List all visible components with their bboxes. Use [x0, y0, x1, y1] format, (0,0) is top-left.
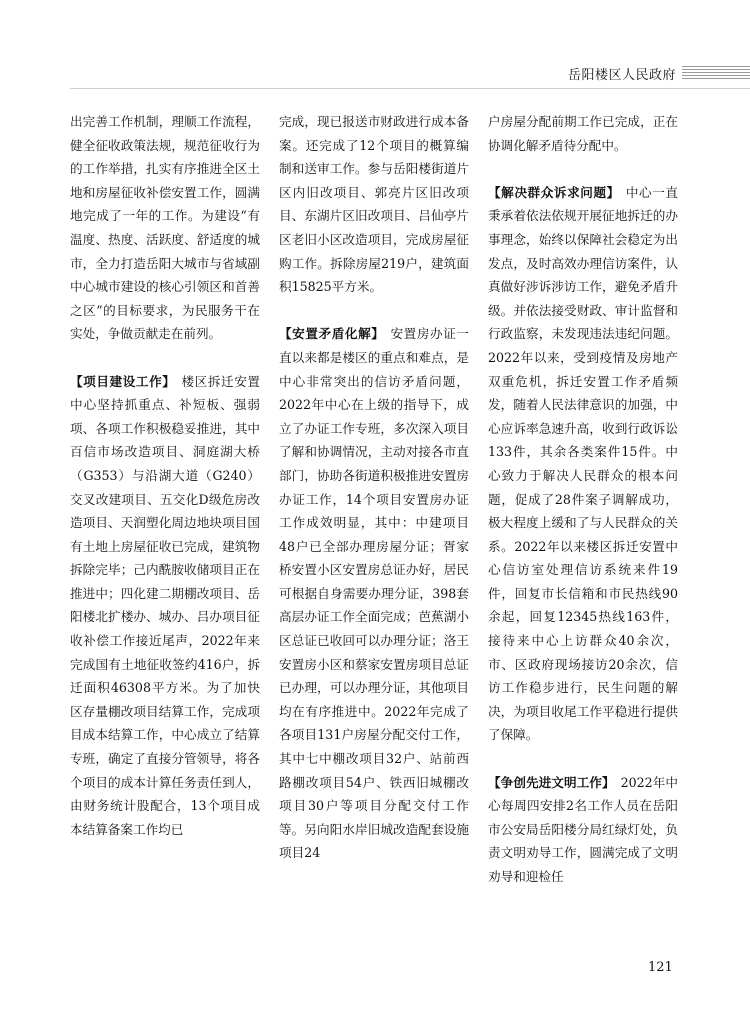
paragraph-project-construction: [70, 370, 260, 842]
page-header-title: 岳阳楼区人民政府: [568, 68, 677, 83]
text-column-middle: [279, 110, 469, 889]
text-column-right: [488, 110, 678, 912]
paragraph-civilization-work: [488, 771, 678, 889]
paragraph-public-appeals: [488, 181, 678, 747]
paragraph-resettlement-conflict: [279, 322, 469, 865]
section-title-civilization-work: 【争创先进文明工作】: [488, 774, 615, 790]
header-stripe-decoration: [682, 66, 750, 79]
section-title-project-construction: 【项目建设工作】: [70, 373, 176, 389]
section-title-resettlement-conflict: 【安置矛盾化解】: [279, 326, 385, 342]
page-number: 121: [648, 960, 673, 975]
section-body-project-construction: 楼区拆迁安置中心坚持抓重点、补短板、强弱项、各项工作积极稳妥推进，其中百信市场改造项目、洞庭湖大桥（G353）与沿湖大道（G240）交叉改建项目、五交化D级危房改造项目、天润塑化周边地块项目国有土地上房屋征收已完成，建筑物拆除完毕；己内酰胺收储项目正在推进中；四化建二期棚改项目、岳阳楼北扩楼办、城办、吕办项目征收补偿工作接近尾声，2022年来完成国有土地征收签约416户，拆迁面积46308平方米。为了加快区存量棚改项目结算工作，完成项目成本结算工作，中心成立了结算专班，确定了直接分管领导，将各个项目的成本计算任务责任到人，由财务统计股配合，13个项目成本结算备案工作均已: [70, 373, 261, 837]
text-column-left: [70, 110, 260, 865]
section-body-resettlement-conflict: 安置房办证一直以来都是楼区的重点和难点，是中心非常突出的信访矛盾问题，2022年中心在上级的指导下，成立了办证工作专班，多次深入项目了解和协调情况，主动对接各市直部门，协助各街道积极推进安置房办证工作，14个项目安置房办证工作成效明显，其中：中建项目48户已全部办理房屋分证；胥家桥安置小区安置房总证办好，居民可根据自身需要办理分证，398套高层办证工作全面完成；芭蕉湖小区总证已收回可以办理分证；洛王安置房小区和蔡家安置房项目总证已办理，可以办理分证，其他项目均在有序推进中。2022年完成了各项目131户房屋分配交付工作，其中七中棚改项目32户、站前西路棚改项目54户、铁西旧城棚改项目30户等项目分配交付工作等。另向阳水岸旧城改造配套设施项目24: [279, 326, 470, 861]
paragraph-intro-continued: 出完善工作机制，理顺工作流程，健全征收政策法规，规范征收行为的工作举措，扎实有序推进全区土地和房屋征收补偿安置工作，圆满地完成了一年的工作。为建设“有温度、热度、活跃度、舒适度的城市，全力打造岳阳大城市与省域副中心城市建设的核心引领区和首善之区”的目标要求，为民服务干在实处，争做贡献走在前列。: [70, 114, 260, 342]
section-title-public-appeals: 【解决群众诉求问题】: [488, 184, 620, 200]
paragraph-project-continued: 完成，现已报送市财政进行成本备案。还完成了12个项目的概算编制和送审工作。参与岳阳楼街道片区内旧改项目、郭亮片区旧改项目、东湖片区旧改项目、吕仙亭片区老旧小区改造项目，完成房屋征购工作。拆除房屋219户，建筑面积15825平方米。: [279, 114, 469, 295]
section-body-civilization-work: 2022年中心每周四安排2名工作人员在岳阳市公安局岳阳楼分局红绿灯处，负责文明劝导工作，圆满完成了文明劝导和迎检任: [488, 774, 678, 884]
header-divider: [70, 88, 750, 89]
paragraph-resettlement-continued: 户房屋分配前期工作已完成，正在协调化解矛盾待分配中。: [488, 114, 678, 153]
section-body-public-appeals: 中心一直秉承着依法依规开展征地拆迁的办事理念，始终以保障社会稳定为出发点，及时高效办理信访案件，认真做好涉诉涉访工作，避免矛盾升级。并依法接受财政、审计监督和行政监察，未发现违法违纪问题。2022年以来，受到疫情及房地产双重危机，拆迁安置工作矛盾频发，随着人民法律意识的加强，中心应诉率急速升高，收到行政诉讼133件，其余各类案件15件。中心致力于解决人民群众的根本问题，促成了28件案子调解成功，极大程度上缓和了与人民群众的关系。2022年以来楼区拆迁安置中心信访室处理信访系统来件19件，回复市长信箱和市民热线90余起，回复12345热线163件，接待来中心上访群众40余次，市、区政府现场接访20余次，信访工作稳步进行，民生问题的解决，为项目收尾工作平稳进行提供了保障。: [488, 184, 679, 743]
